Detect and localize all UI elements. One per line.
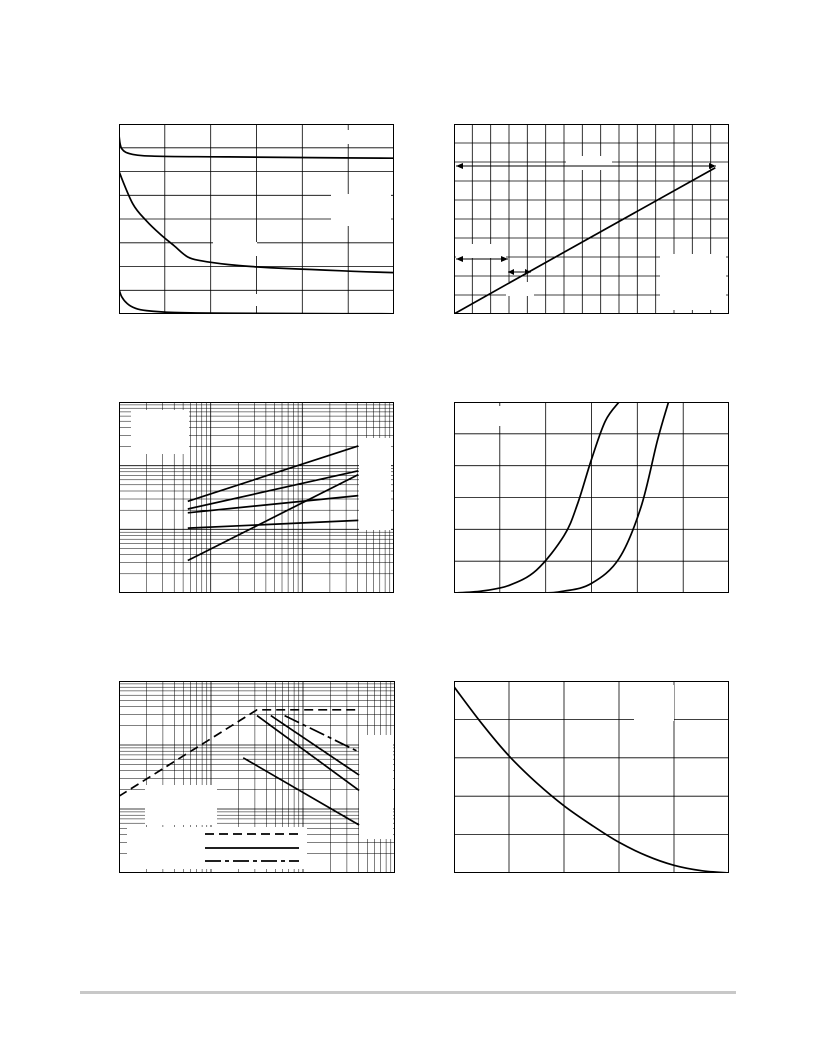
data-series-line [188, 520, 358, 528]
chart-2-label-box-small [506, 282, 534, 296]
chart-1-label-box-bottom [213, 294, 257, 306]
data-series-line [188, 475, 358, 561]
chart-6-series [454, 687, 729, 873]
data-series-line [257, 716, 359, 791]
data-series-line [188, 446, 358, 501]
data-series-line [454, 687, 729, 873]
data-series-line [188, 471, 358, 509]
chart-1-label-box-top [331, 130, 367, 144]
chart-1-label-box-mid [213, 242, 257, 256]
data-series-line [119, 710, 359, 796]
chart-6-grid [454, 681, 729, 873]
chart-2-label-box-left [456, 244, 506, 258]
chart-4-label-box-top [460, 406, 540, 426]
chart-3-label-box-right [359, 438, 391, 530]
chart-panel-3 [119, 402, 394, 593]
chart-panel-4 [454, 402, 729, 593]
chart-1-label-box-right [331, 194, 391, 226]
chart-4-grid [454, 402, 729, 593]
chart-6-frame [455, 682, 729, 873]
chart-2-label-box-right [660, 254, 726, 310]
data-series-line [243, 758, 359, 825]
chart-panel-2 [454, 124, 729, 314]
chart-5-label-box-mid [145, 785, 217, 825]
chart-panel-5 [119, 681, 395, 873]
data-series-line [285, 716, 360, 752]
chart-6-label-box-top [634, 685, 674, 721]
chart-panel-1 [119, 124, 394, 314]
chart-3-label-box-left [131, 410, 189, 454]
chart-panel-6 [454, 681, 729, 873]
chart-2-label-box-top [566, 156, 612, 170]
chart-5-label-box-right [359, 735, 393, 839]
footer-rule [80, 991, 736, 994]
